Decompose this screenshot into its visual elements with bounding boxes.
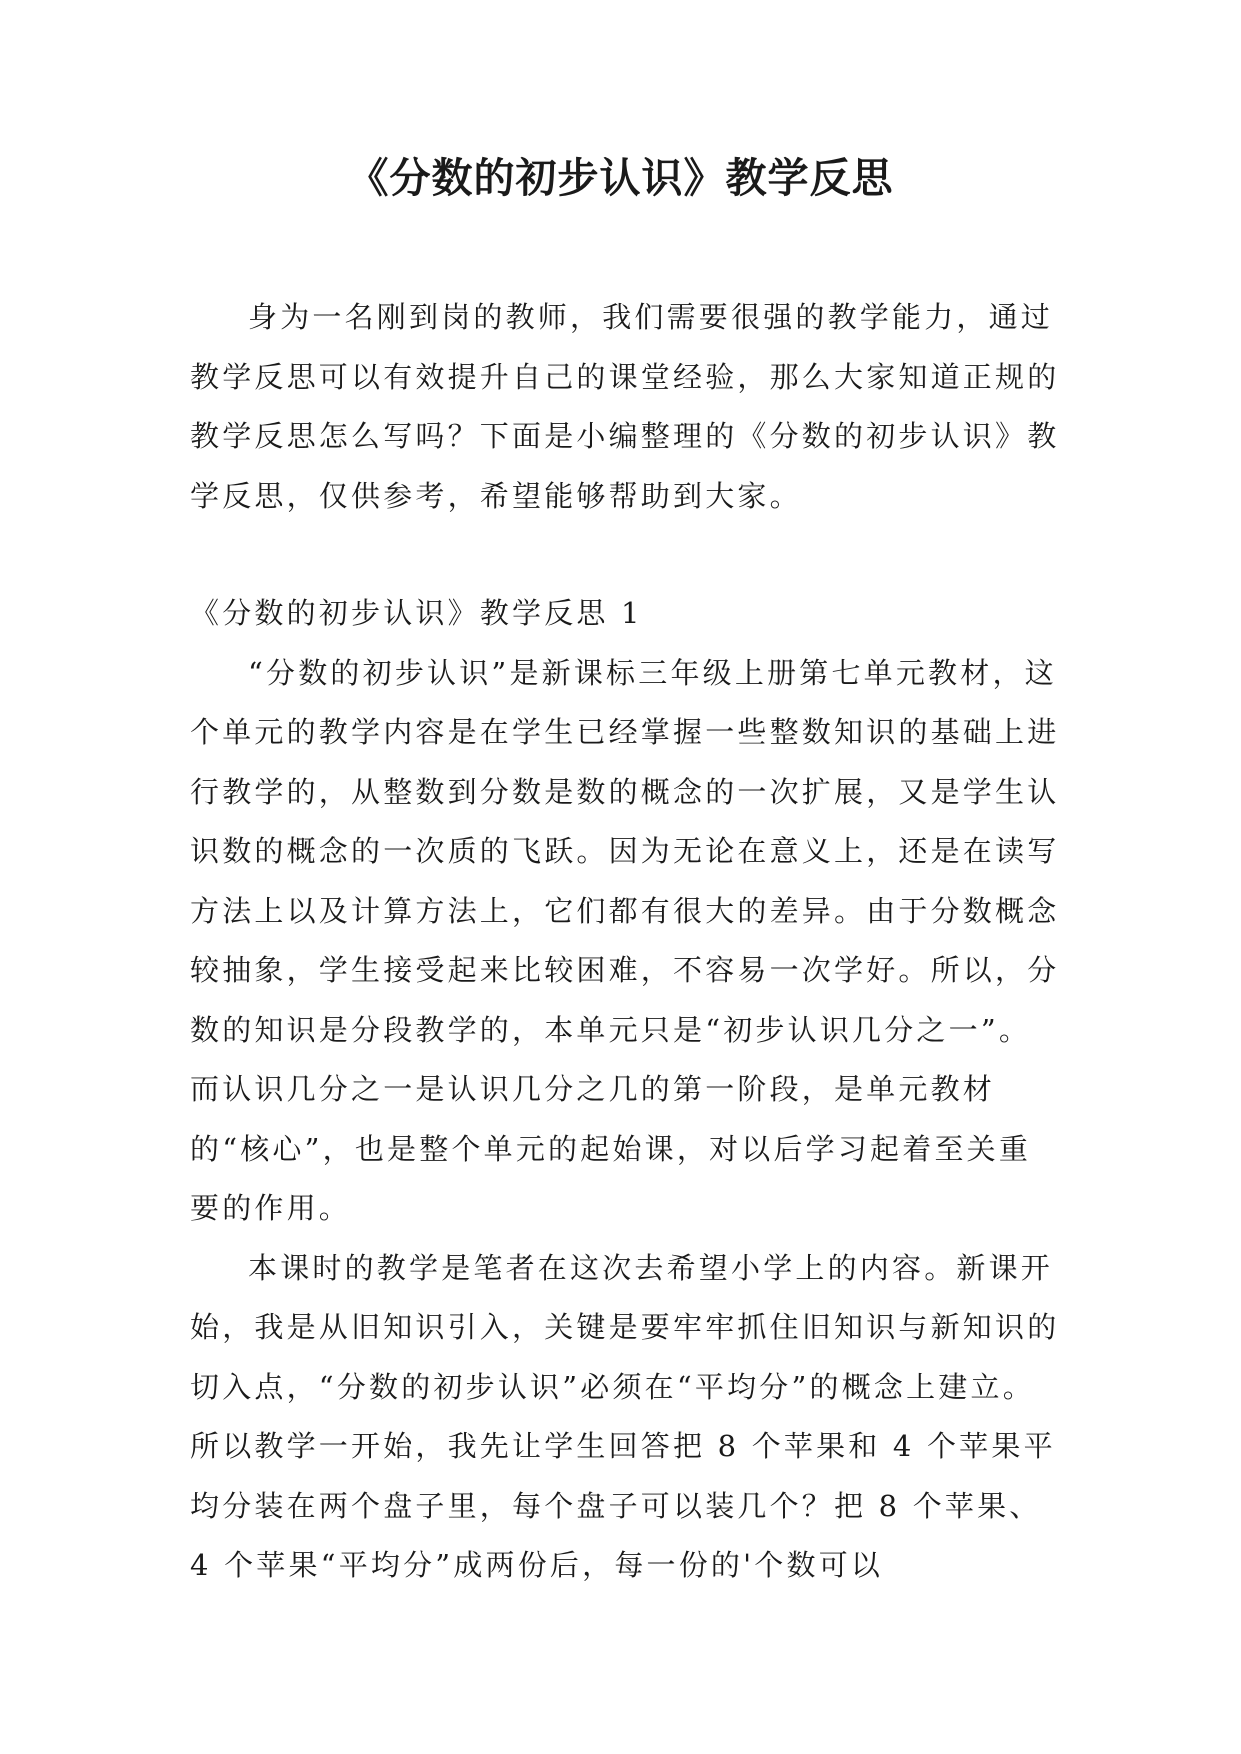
section-heading: 《分数的初步认识》教学反思 1 <box>190 596 643 630</box>
document-title: 《分数的初步认识》教学反思 <box>347 154 894 202</box>
intro-paragraph: 身为一名刚到岗的教师，我们需要很强的教学能力，通过教学反思可以有效提升自己的课堂经验，那么大家知道正规的教学反思怎么写吗？下面是小编整理的《分数的初步认识》教学反思，仅供参考，希望能够帮助到大家。 <box>190 300 1060 513</box>
body-paragraph: “分数的初步认识”是新课标三年级上册第七单元教材，这个单元的教学内容是在学生已经掌握一些整数知识的基础上进行教学的，从整数到分数是数的概念的一次扩展，又是学生认识数的概念的一次质的飞跃。因为无论在意义上，还是在读写方法上以及计算方法上，它们都有很大的差异。由于分数概念较抽象，学生接受起来比较困难，不容易一次学好。所以，分数的知识是分段教学的，本单元只是“初步认识几分之一”。而认识几分之一是认识几分之几的第一阶段，是单元教材的“核心”，也是整个单元的起始课，对以后学习起着至关重要的作用。 <box>190 655 1060 1225</box>
body-paragraph: 本课时的教学是笔者在这次去希望小学上的内容。新课开始，我是从旧知识引入，关键是要牢牢抓住旧知识与新知识的切入点，“分数的初步认识”必须在“平均分”的概念上建立。所以教学一开始，我先让学生回答把 8 个苹果和 4 个苹果平均分装在两个盘子里，每个盘子可以装几个？把 8 个苹果、4 个苹果“平均分”成两份后，每一份的'个数可以 <box>190 1250 1060 1582</box>
document-body <box>190 288 1060 1596</box>
